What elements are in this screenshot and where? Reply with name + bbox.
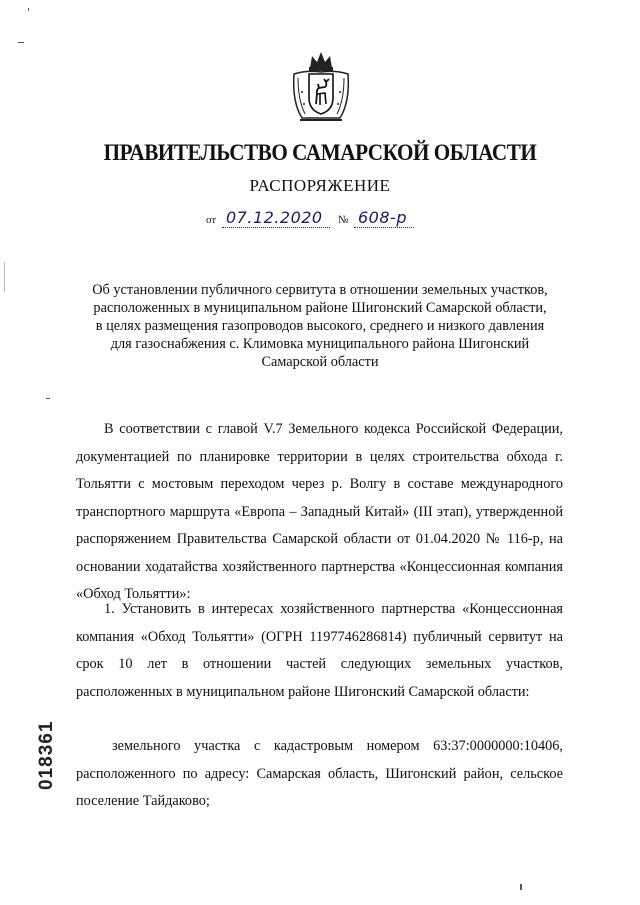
subject-line: расположенных в муниципальном районе Шигонский Самарской области, <box>93 300 547 316</box>
document-subject <box>70 281 570 371</box>
date-prefix: от <box>206 214 217 226</box>
scan-mark <box>46 398 50 399</box>
date-number-line <box>206 205 446 231</box>
registration-stamp-number: 018361 <box>36 720 57 790</box>
preamble-paragraph: В соответствии с главой V.7 Земельного кодекса Российской Федерации, документацией по планировке территории в целях строительства обхода г. Тольятти с мостовым переходом через р. Волгу в составе международного транспортного маршрута «Европа – Западный Китай» (III этап), утвержденной распоряжением Правительства Самарской области от 01.04.2020 № 116-р, на основании ходатайства хозяйственного партнерства «Концессионная компания «Обход Тольятти»: <box>76 421 563 602</box>
parcel-paragraph: земельного участка с кадастровым номером 63:37:0000000:10406, расположенного по адресу: Самарская область, Шигонский район, сельское поселение Тайдаково; <box>76 738 563 809</box>
document-type: РАСПОРЯЖЕНИЕ <box>249 176 391 195</box>
item-1-paragraph: 1. Установить в интересах хозяйственного партнерства «Концессионная компания «Обход Тольятти» (ОГРН 1197746286814) публичный сервитут на срок 10 лет в отношении частей следующих земельных участков, расположенных в муниципальном районе Шигонский Самарской области: <box>76 601 563 700</box>
date-value: 07.12.2020 <box>226 208 323 227</box>
scan-mark <box>28 8 29 11</box>
number-value: 608-р <box>358 208 407 227</box>
government-title: ПРАВИТЕЛЬСТВО САМАРСКОЙ ОБЛАСТИ <box>103 140 537 165</box>
subject-line: в целях размещения газопроводов высокого, среднего и низкого давления <box>95 318 545 334</box>
number-prefix: № <box>338 214 349 226</box>
scan-mark <box>520 884 522 890</box>
scan-mark <box>4 262 5 292</box>
date-underline <box>222 227 330 228</box>
subject-line: для газоснабжения с. Климовка муниципального района Шигонский <box>110 336 530 352</box>
scan-mark <box>18 42 24 43</box>
subject-line: Об установлении публичного сервитута в отношении земельных участков, <box>92 282 548 298</box>
subject-line: Самарской области <box>261 354 379 370</box>
samara-coat-of-arms-icon <box>290 48 352 126</box>
number-underline <box>354 227 414 228</box>
